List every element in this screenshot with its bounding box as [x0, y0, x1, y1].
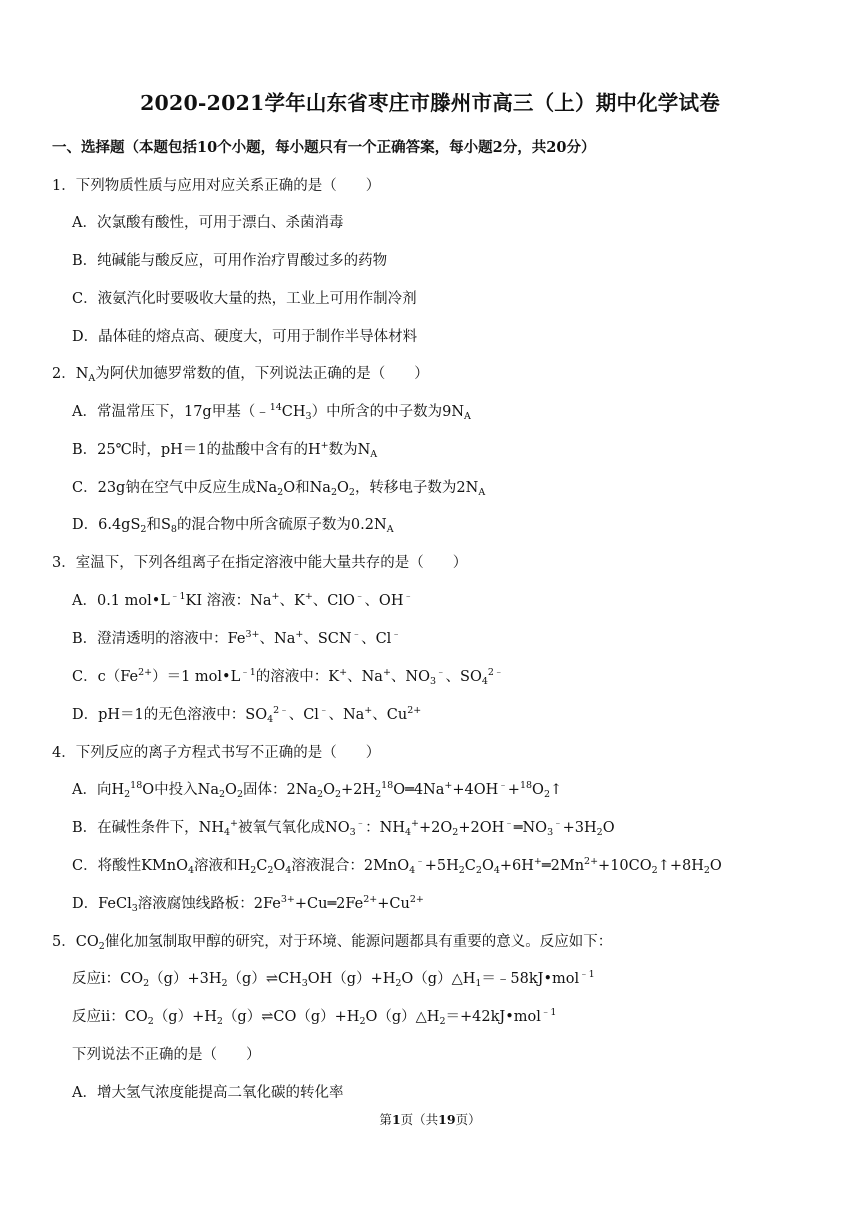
question-4-option-b: B．在碱性条件下，$NH_4^+$被氧气氧化成$NO_3^﹣$：$NH_4^++2O_2+2OH^﹣═NO_3^﹣+3H_2O$: [72, 818, 615, 838]
page-title: 2020-2021学年山东省枣庄市滕州市高三（上）期中化学试卷: [140, 91, 720, 115]
question-2-option-b: B．25℃时，pH＝1的盐酸中含有的H+数为$N_A$: [72, 440, 378, 460]
question-1-option-a: A．次氯酸有酸性，可用于漂白、杀菌消毒: [72, 215, 344, 231]
question-3-option-a: A．0.1 $mol•L^{﹣1}KI$ 溶液：Na+、K+、ClO﹣、OH﹣: [72, 591, 413, 609]
question-2-option-d: D．$6.4gS_2$和$S_8$的混合物中所含硫原子数为$0.2N_A$: [72, 517, 394, 535]
page-number: 1: [391, 1112, 401, 1127]
question-1-stem: 1．下列物质性质与应用对应关系正确的是（ ）: [52, 178, 381, 194]
question-3-option-b: B．澄清透明的溶液中：$Fe^{3+}$、Na+、SCN﹣、Cl﹣: [72, 629, 401, 647]
question-2-option-a: A．常温常压下，17g甲基$(﹣^{14}CH_3)$中所含的中子数为$9N_A$: [72, 402, 471, 422]
question-4-option-c: C．将酸性KMnO$_4$溶液和$H_2C_2O_4$溶液混合：$2MnO_4^﹣+5H_2C_2O_4+6H^+═2Mn^{2+}+10CO_2↑+8H_2O$: [72, 856, 722, 876]
page-total: 19: [438, 1112, 456, 1127]
question-3-stem: 3．室温下，下列各组离子在指定溶液中能大量共存的是（ ）: [52, 555, 468, 571]
section-heading: 一、选择题（本题包括10个小题，每小题只有一个正确答案，每小题2分，共20分）: [52, 139, 596, 156]
question-4-stem: 4．下列反应的离子方程式书写不正确的是（ ）: [52, 745, 381, 761]
question-5-reaction-1: 反应ⅰ：$CO_2(g)+3H_2(g)\rightleftharpoons CH_3OH(g)+H_2O(g)\triangle H_1=﹣58kJ•mol^{﹣1}$: [72, 969, 595, 989]
question-2-stem: 2．$N_A$为阿伏加德罗常数的值，下列说法正确的是（ ）: [52, 366, 429, 384]
question-5-reaction-2: 反应ⅱ：$CO_2(g)+H_2(g)\rightleftharpoons CO(g)+H_2O(g)\triangle H_2=+42kJ•mol^{﹣1}$: [72, 1007, 557, 1027]
question-3-option-c: C．$c(Fe^{2+})=1$ $mol•L^{﹣1}$的溶液中：K+、Na+、$NO_3^﹣$、$SO_4^{2﹣}$: [72, 667, 504, 687]
question-1-option-c: C．液氨汽化时要吸收大量的热，工业上可用作制冷剂: [72, 291, 417, 307]
question-5-ask: 下列说法不正确的是（ ）: [72, 1047, 261, 1063]
question-1-option-d: D．晶体硅的熔点高、硬度大，可用于制作半导体材料: [72, 329, 418, 345]
question-4-option-d: D．FeCl$_3$溶液腐蚀线路板：$2Fe^{3+}+Cu═2Fe^{2+}+Cu^{2+}$: [72, 894, 424, 914]
question-3-option-d: D．pH＝1的无色溶液中：$SO_4^{2﹣}$、Cl﹣、Na+、$Cu^{2+}$: [72, 705, 422, 725]
question-5-stem: 5．$CO_2$催化加氢制取甲醇的研究，对于环境、能源问题都具有重要的意义。反应如下：: [52, 934, 613, 952]
question-4-option-a: A．向$H_2^{18}O$中投入$Na_2O_2$固体：$2Na_2O_2+2H_2^{18}O═4Na^++4OH^﹣+^{18}O_2↑$: [72, 780, 563, 800]
question-1-option-b: B．纯碱能与酸反应，可用作治疗胃酸过多的药物: [72, 253, 388, 269]
page-footer: 第1页（共19页）: [379, 1112, 481, 1127]
question-2-option-c: C．23g钠在空气中反应生成$Na_2O$和$Na_2O_2$，转移电子数为$2N_A$: [72, 480, 486, 498]
question-5-option-a: A．增大氢气浓度能提高二氧化碳的转化率: [72, 1085, 344, 1101]
